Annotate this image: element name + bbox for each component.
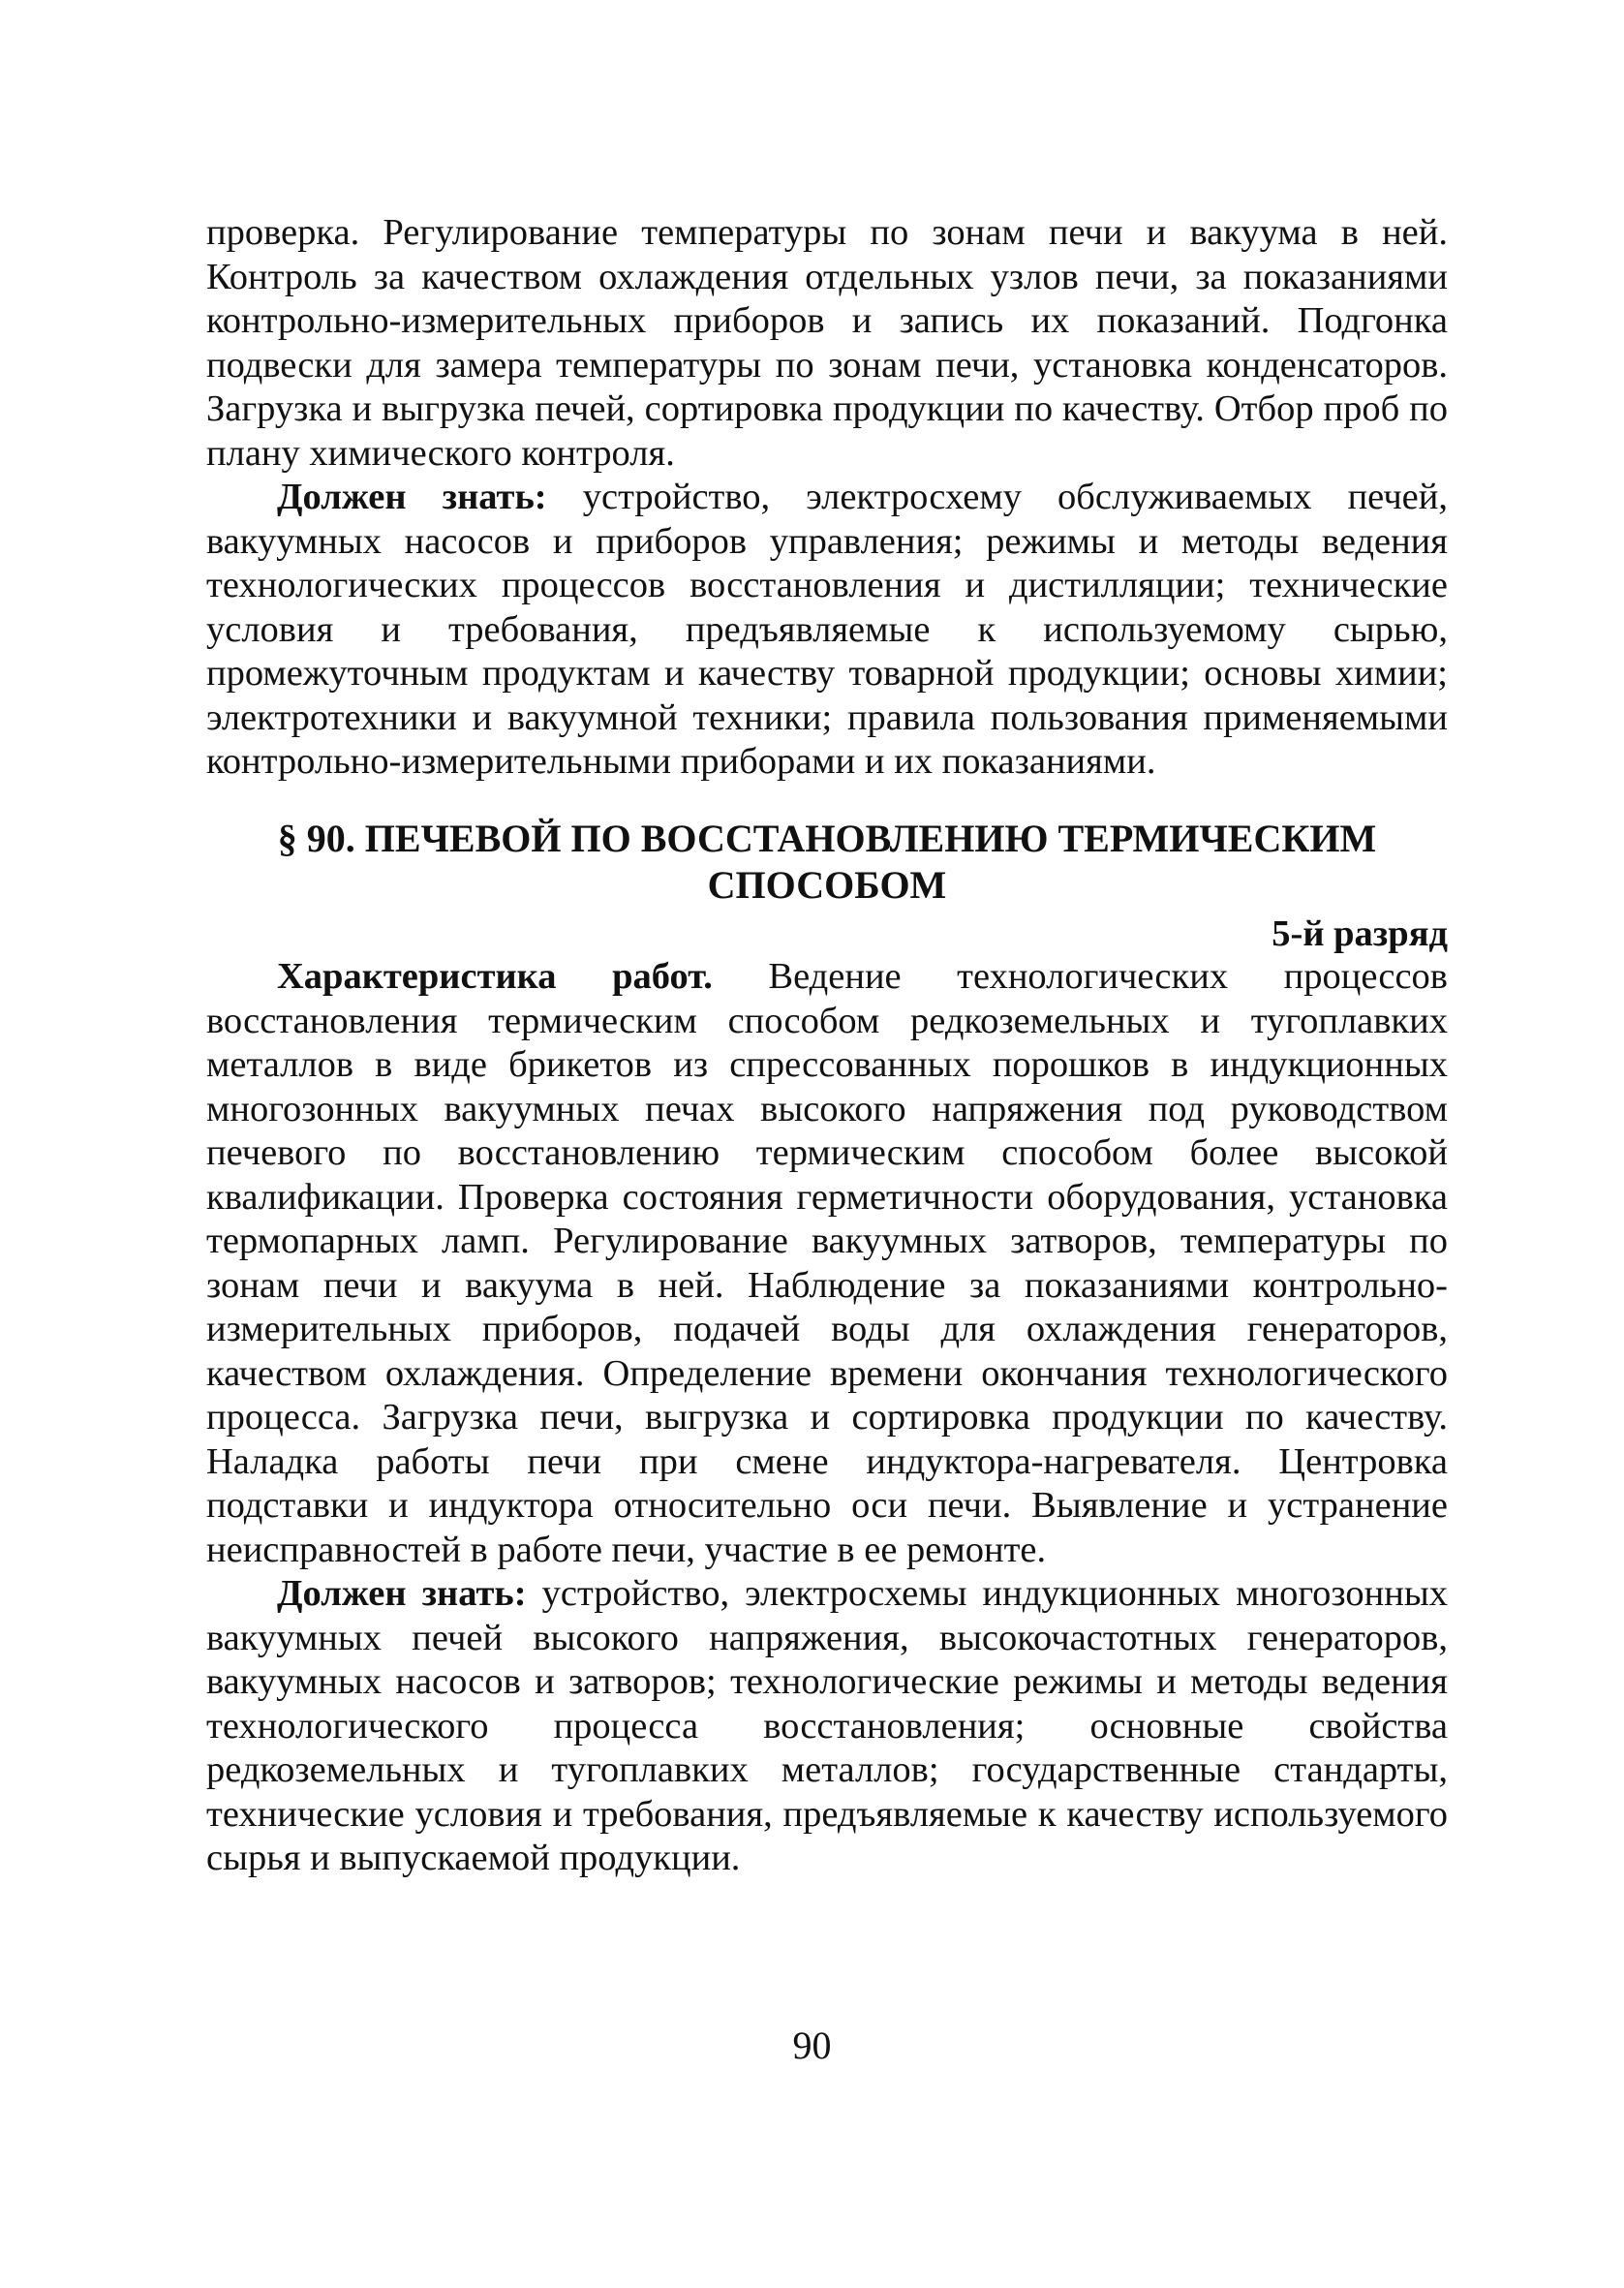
work-characteristics-text: Ведение технологических процессов восстановления термическим способом редкоземельных и тугоплавких металлов в виде брикетов из спрессованных порошков в индукционных многозонных вакуумных печах высокого напряжения под руководством печевого по восстановлению термическим способом более высокой квалификации. Проверка состояния герметичности оборудования, установка термопарных ламп. Регулирование вакуумных затворов, температуры по зонам печи и вакуума в ней. Наблюдение за показаниями контрольно-измерительных приборов, подачей воды для охлаждения генераторов, качеством охлаждения. Определение времени окончания технологического процесса. Загрузка печи, выгрузка и сортировка продукции по качеству. Наладка работы печи при смене индуктора-нагревателя. Центровка подставки и индуктора относительно оси печи. Выявление и устранение неисправностей в работе печи, участие в ее ремонте. bbox=[206, 956, 1448, 1570]
section-knowledge-text: устройство, электросхемы индукционных многозонных вакуумных печей высокого напряжения, высокочастотных генераторов, вакуумных насосов и затворов; технологические режимы и методы ведения технологического процесса восстановления; основные свойства редкоземельных и тугоплавких металлов; государственные стандарты, технические условия и требования, предъявляемые к качеству используемого сырья и выпускаемой продукции. bbox=[206, 1573, 1448, 1878]
section-title-line-1: § 90. ПЕЧЕВОЙ ПО ВОССТАНОВЛЕНИЮ ТЕРМИЧЕСКИМ bbox=[277, 817, 1377, 860]
knowledge-text: устройство, электросхему обслуживаемых печей, вакуумных насосов и приборов управления; режимы и методы ведения технологических процессов восстановления и дистилляции; технические условия и требования, предъявляемые к используемому сырью, промежуточным продуктам и качеству товарной продукции; основы химии; электротехники и вакуумной техники; правила пользования применяемыми контрольно-измерительными приборами и их показаниями. bbox=[206, 477, 1448, 782]
knowledge-paragraph bbox=[206, 476, 1448, 785]
section-title-line-2: СПОСОБОМ bbox=[707, 863, 947, 907]
section-title bbox=[206, 816, 1448, 909]
section-body bbox=[206, 955, 1448, 1881]
section-knowledge-lead: Должен знать: bbox=[277, 1573, 527, 1614]
previous-section-continuation bbox=[206, 211, 1448, 785]
section-knowledge-paragraph bbox=[206, 1572, 1448, 1881]
work-characteristics-paragraph bbox=[206, 955, 1448, 1572]
continued-paragraph: проверка. Регулирование температуры по зонам печи и вакуума в ней. Контроль за качеством охлаждения отдельных узлов печи, за показаниями контрольно-измерительных приборов и запись их показаний. Подгонка подвески для замера температуры по зонам печи, установка конденсаторов. Загрузка и выгрузка печей, сортировка продукции по качеству. Отбор проб по плану химического контроля. bbox=[206, 212, 1448, 474]
grade-label: 5-й разряд bbox=[1272, 913, 1448, 954]
work-characteristics-lead: Характеристика работ. bbox=[277, 956, 713, 997]
knowledge-lead: Должен знать: bbox=[277, 477, 547, 517]
page-number: 90 bbox=[792, 2024, 832, 2067]
